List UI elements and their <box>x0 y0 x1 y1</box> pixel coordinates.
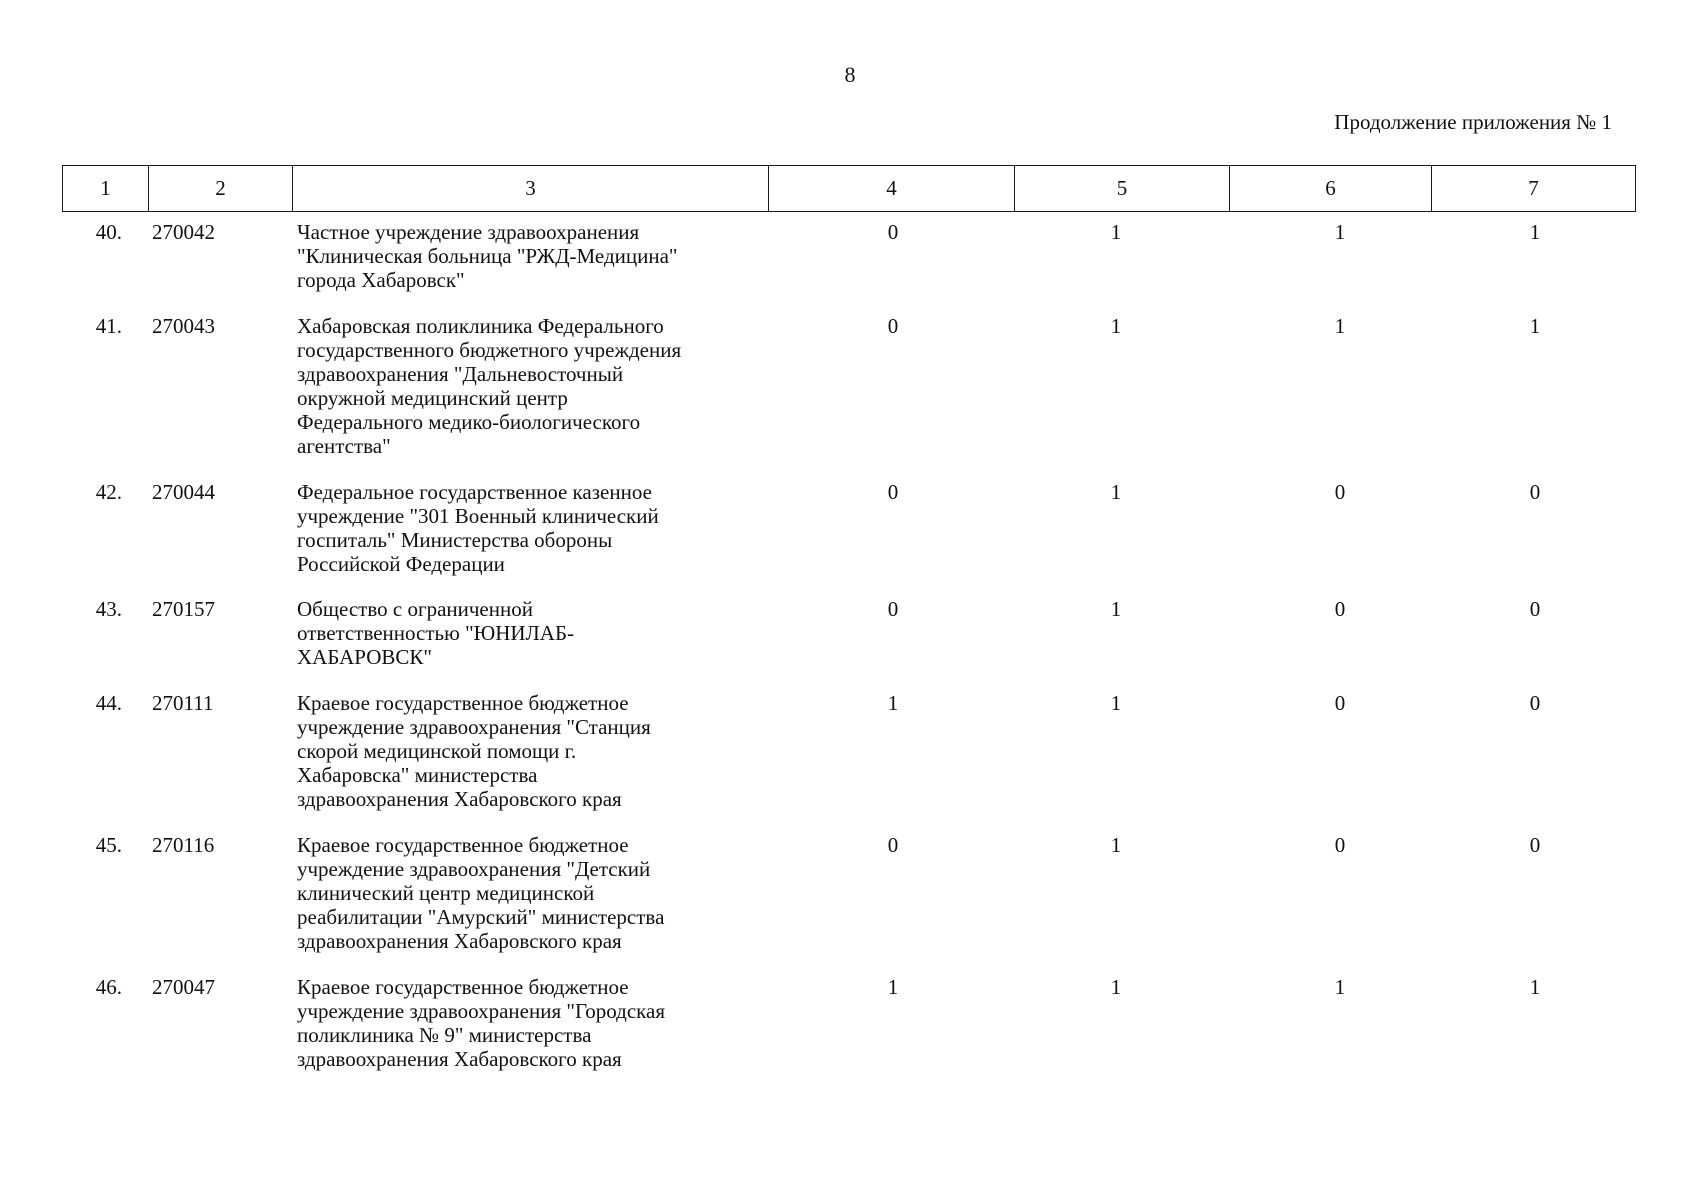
value-col-4: 0 <box>887 833 899 857</box>
header-col-2: 2 <box>149 166 293 212</box>
value-col-6: 1 <box>1334 220 1346 244</box>
value-col-4: 0 <box>887 480 899 504</box>
registry-code: 270044 <box>152 480 215 504</box>
value-col-5: 1 <box>1110 975 1122 999</box>
table-body <box>62 220 1635 1093</box>
table-row <box>62 833 1635 975</box>
value-col-5: 1 <box>1110 480 1122 504</box>
value-col-7: 0 <box>1529 833 1541 857</box>
value-col-6: 1 <box>1334 314 1346 338</box>
registry-code: 270043 <box>152 314 215 338</box>
organization-name: Краевое государственное бюджетное учреждение здравоохранения "Детский клинический центр медицинской реабилитации "Амурский" министерства здравоохранения Хабаровского края <box>297 833 665 953</box>
registry-code: 270111 <box>152 691 214 715</box>
value-col-5: 1 <box>1110 220 1122 244</box>
row-number: 42. <box>95 480 122 504</box>
value-col-4: 0 <box>887 314 899 338</box>
header-col-3: 3 <box>293 166 769 212</box>
value-col-5: 1 <box>1110 314 1122 338</box>
value-col-6: 0 <box>1334 833 1346 857</box>
registry-code: 270157 <box>152 597 215 621</box>
value-col-4: 1 <box>887 975 899 999</box>
registry-code: 270047 <box>152 975 215 999</box>
header-row <box>63 166 1636 212</box>
column-number-header <box>62 165 1636 212</box>
organization-name: Хабаровская поликлиника Федерального государственного бюджетного учреждения здравоохранения "Дальневосточный окружной медицинский центр Федерального медико-биологического агентства" <box>297 314 682 458</box>
table-row <box>62 597 1635 691</box>
header-col-4: 4 <box>769 166 1015 212</box>
header-col-1: 1 <box>63 166 149 212</box>
value-col-6: 0 <box>1334 597 1346 621</box>
value-col-5: 1 <box>1110 691 1122 715</box>
row-number: 45. <box>95 833 122 857</box>
table-row <box>62 691 1635 833</box>
organization-name: Краевое государственное бюджетное учреждение здравоохранения "Станция скорой медицинской помощи г. Хабаровска" министерства здравоохранения Хабаровского края <box>297 691 651 811</box>
header-col-5: 5 <box>1015 166 1230 212</box>
table-row <box>62 220 1635 314</box>
registry-code: 270116 <box>152 833 215 857</box>
value-col-7: 1 <box>1529 314 1541 338</box>
organization-name: Федеральное государственное казенное учреждение "301 Военный клинический госпиталь" Министерства обороны Российской Федерации <box>297 480 659 576</box>
value-col-6: 0 <box>1334 480 1346 504</box>
value-col-4: 1 <box>887 691 899 715</box>
value-col-7: 0 <box>1529 691 1541 715</box>
header-col-6: 6 <box>1230 166 1432 212</box>
value-col-4: 0 <box>887 597 899 621</box>
organization-name: Частное учреждение здравоохранения "Клиническая больница "РЖД-Медицина" города Хабаровск" <box>297 220 678 292</box>
page-number: 8 <box>844 62 856 87</box>
organization-name: Общество с ограниченной ответственностью "ЮНИЛАБ- ХАБАРОВСК" <box>297 597 575 669</box>
row-number: 44. <box>95 691 122 715</box>
value-col-6: 0 <box>1334 691 1346 715</box>
value-col-7: 0 <box>1529 597 1541 621</box>
organization-name: Краевое государственное бюджетное учреждение здравоохранения "Городская поликлиника № 9" министерства здравоохранения Хабаровского края <box>297 975 666 1071</box>
value-col-4: 0 <box>887 220 899 244</box>
header-col-7: 7 <box>1432 166 1636 212</box>
value-col-5: 1 <box>1110 833 1122 857</box>
table-row <box>62 480 1635 597</box>
appendix-continuation-note: Продолжение приложения № 1 <box>1334 110 1612 134</box>
value-col-5: 1 <box>1110 597 1122 621</box>
row-number: 41. <box>95 314 122 338</box>
value-col-6: 1 <box>1334 975 1346 999</box>
value-col-7: 1 <box>1529 975 1541 999</box>
row-number: 46. <box>95 975 122 999</box>
value-col-7: 0 <box>1529 480 1541 504</box>
registry-code: 270042 <box>152 220 215 244</box>
value-col-7: 1 <box>1529 220 1541 244</box>
row-number: 43. <box>95 597 122 621</box>
table-row <box>62 975 1635 1093</box>
row-number: 40. <box>95 220 122 244</box>
table-row <box>62 314 1635 480</box>
